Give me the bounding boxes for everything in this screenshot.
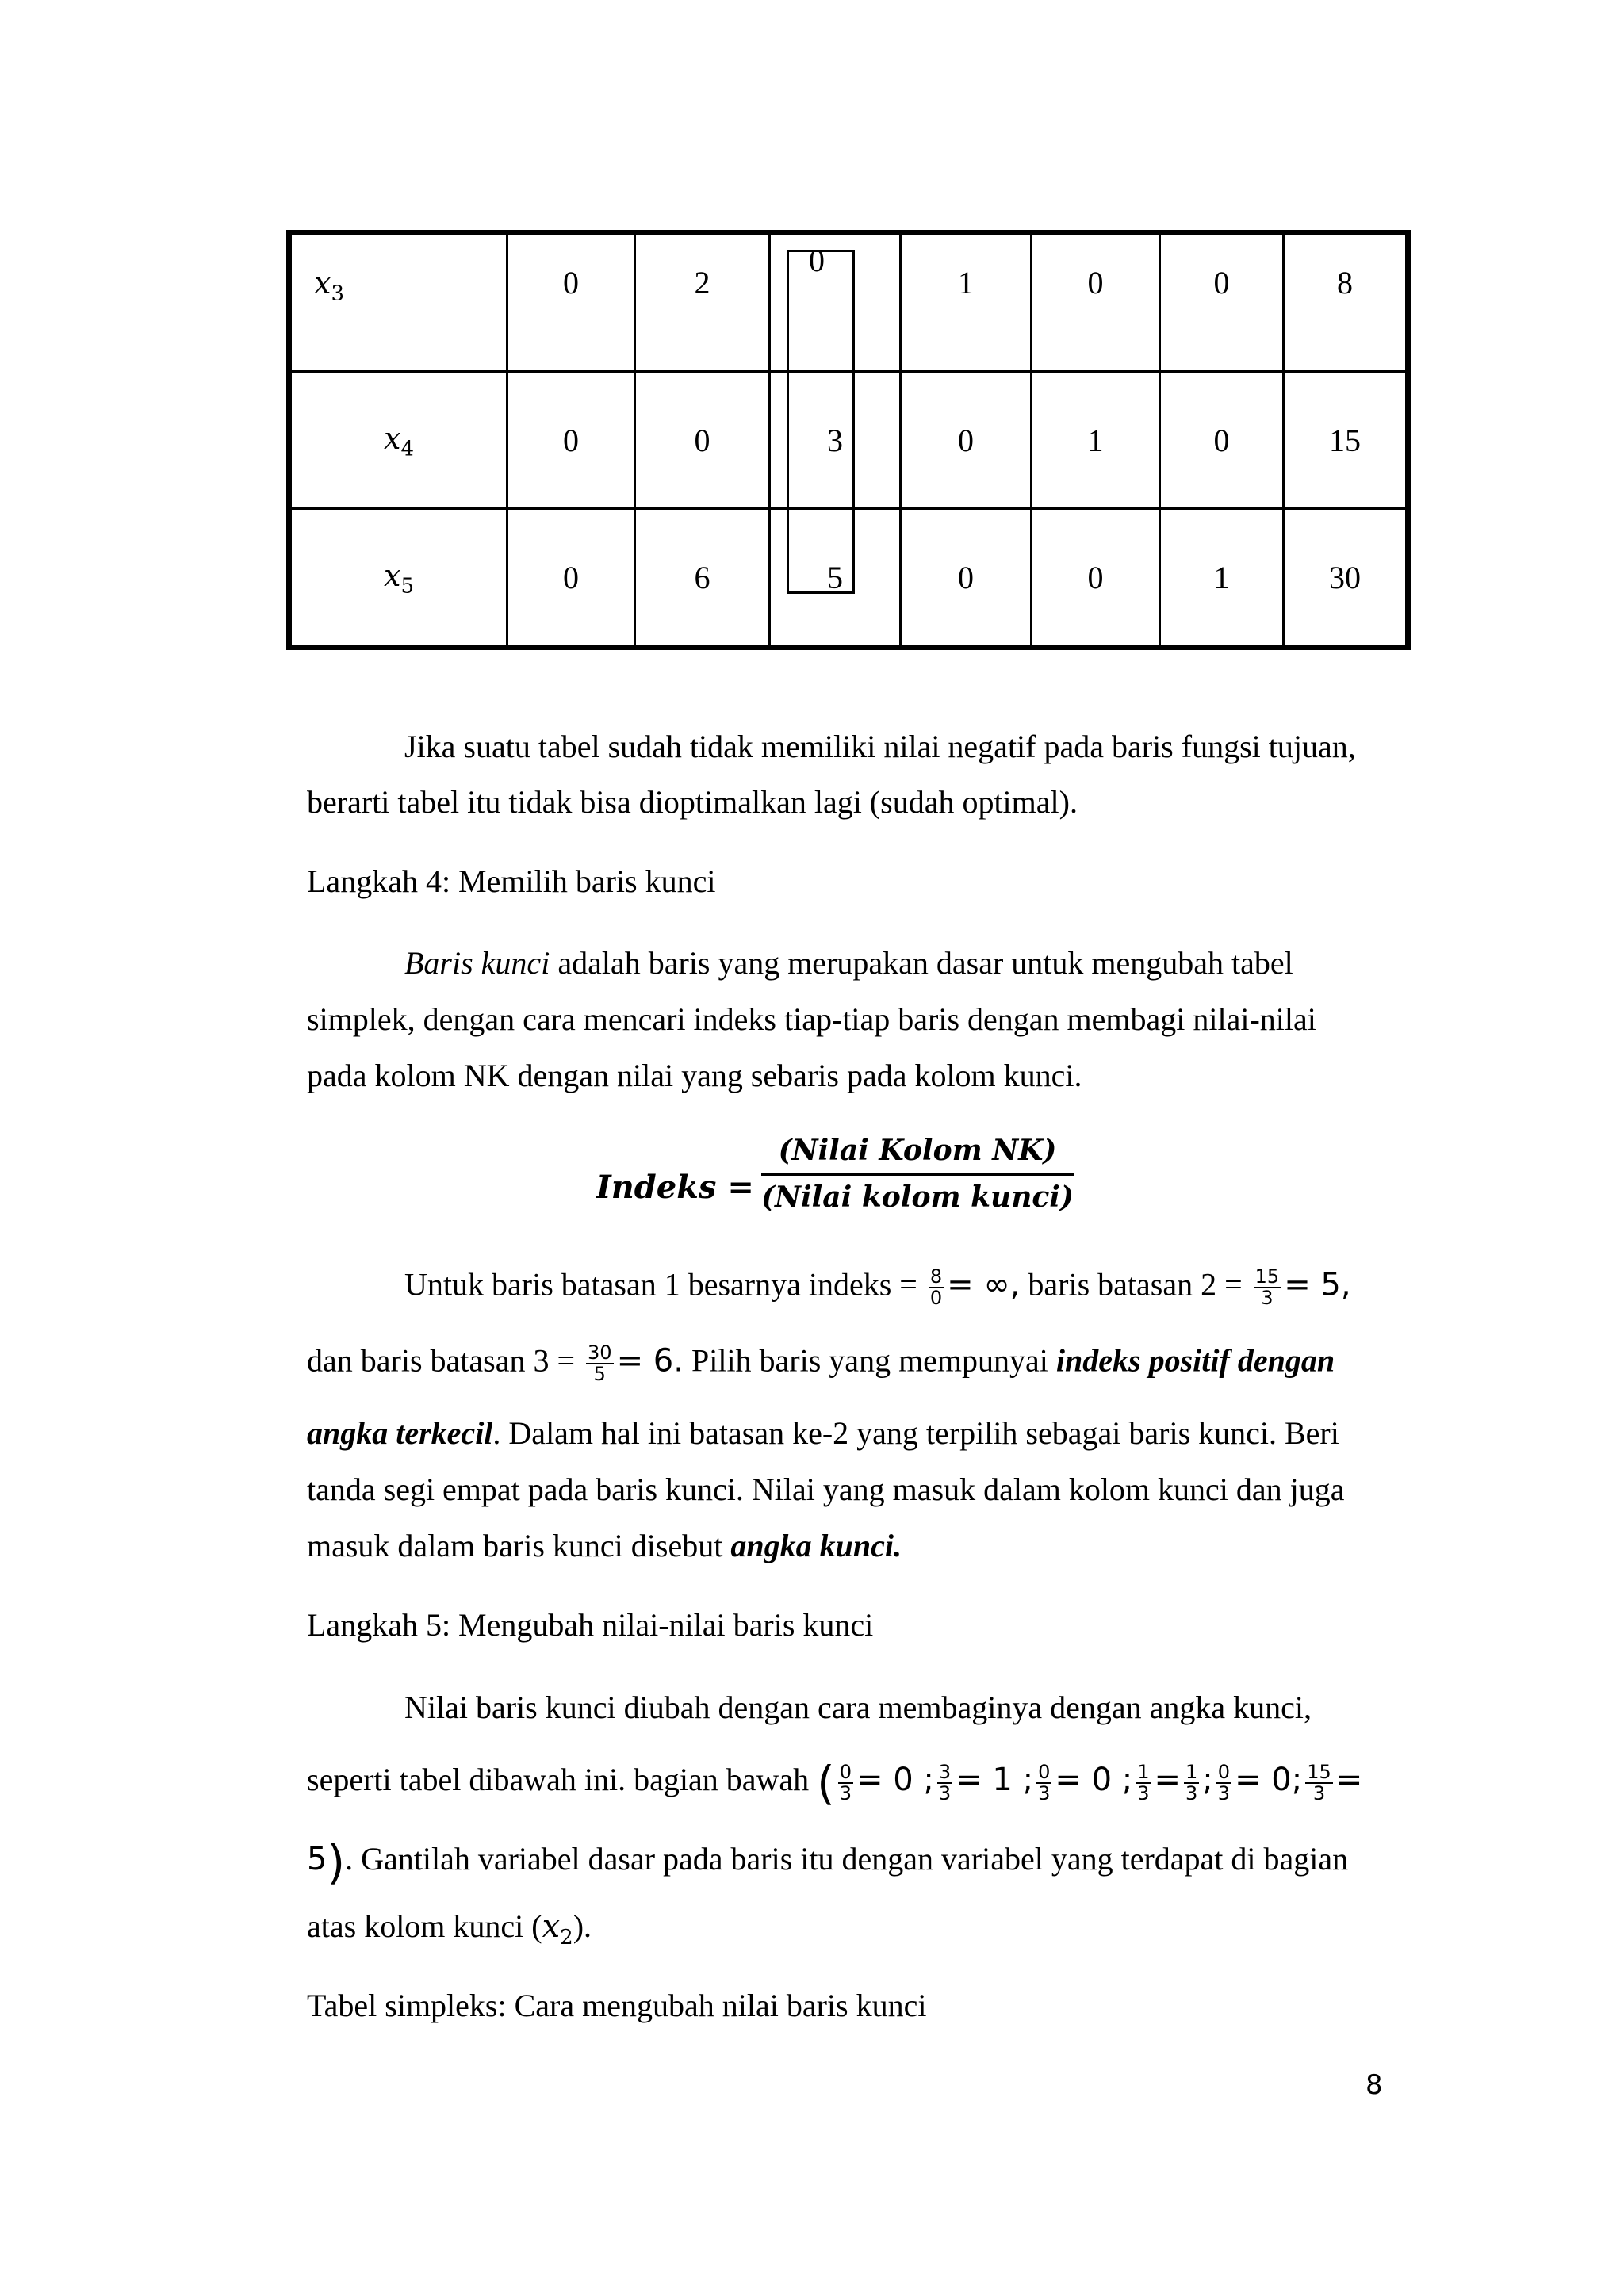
fraction: $\frac{8}{0}$ xyxy=(929,1265,943,1310)
table-cell: 6 xyxy=(635,509,770,648)
table-cell: 0 xyxy=(1160,372,1284,509)
table-cell: 0 xyxy=(508,509,635,648)
table-cell: 1 xyxy=(1032,372,1160,509)
paragraph-line: berarti tabel itu tidak bisa dioptimalkan lagi (sudah optimal). xyxy=(307,784,1078,820)
fraction: $\frac{3}{3}$ xyxy=(938,1760,952,1804)
fraction: $\frac{15}{3}$ xyxy=(1254,1265,1280,1310)
paragraph-line: Untuk baris batasan 1 besarnya indeks = $\frac{8}{0}$ = ∞, baris batasan 2 = $\frac{15}{3}$ = 5, xyxy=(404,1265,1351,1310)
table-cell: 0 xyxy=(508,372,635,509)
fraction: $\frac{0}{3}$ xyxy=(1217,1760,1231,1804)
emphasis-angka-kunci: angka kunci. xyxy=(730,1528,902,1563)
paragraph-line: simplek, dengan cara mencari indeks tiap-tiap baris dengan membagi nilai-nilai xyxy=(307,1001,1316,1037)
fraction: $\frac{0}{3}$ xyxy=(839,1760,852,1804)
paragraph-line: Nilai baris kunci diubah dengan cara membaginya dengan angka kunci, xyxy=(404,1689,1312,1725)
fraction: $\frac{15}{3}$ xyxy=(1307,1760,1331,1804)
key-column-top-value: 0 xyxy=(809,243,825,278)
table-cell: 0 xyxy=(635,372,770,509)
paragraph-line: angka terkecil. Dalam hal ini batasan ke-2 yang terpilih sebagai baris kunci. Beri xyxy=(307,1415,1339,1451)
table-cell: 0 xyxy=(1032,233,1160,372)
table-cell: 1 xyxy=(901,233,1032,372)
paragraph-line: seperti tabel dibawah ini. bagian bawah ( $\frac{0}{3}$ = 0 ; $\frac{3}{3}$ = 1 ; $\frac{0}{3}$ = 0 ; $\frac{1}{3}$ = $\frac{1}{3}$ ; $\frac{0}{3}$ = 0; $\frac{15}{3}$ = xyxy=(307,1756,1363,1810)
table-cell: 30 xyxy=(1284,509,1408,648)
paragraph-line: Jika suatu tabel sudah tidak memiliki nilai negatif pada baris fungsi tujuan, xyxy=(404,729,1356,764)
table-cell: 0 xyxy=(508,233,635,372)
formula-lhs: Indeks = xyxy=(596,1169,754,1206)
formula-fraction xyxy=(761,1134,1074,1214)
formula-numerator: (Nilai Kolom NK) xyxy=(761,1134,1074,1176)
fraction: $\frac{30}{5}$ xyxy=(588,1341,612,1386)
paragraph-line: atas kolom kunci $(x_2)$. xyxy=(307,1908,592,1950)
paragraph-line: 5). Gantilah variabel dasar pada baris itu dengan variabel yang terdapat di bagian xyxy=(307,1835,1349,1889)
row-variable: $x_3$ xyxy=(289,233,508,372)
table-cell: 8 xyxy=(1284,233,1408,372)
key-column-cell: 5 xyxy=(770,509,901,648)
paragraph-line: masuk dalam baris kunci disebut angka kunci. xyxy=(307,1528,902,1563)
fraction: $\frac{0}{3}$ xyxy=(1038,1760,1051,1804)
paragraph-line: Baris kunci adalah baris yang merupakan dasar untuk mengubah tabel xyxy=(404,945,1293,981)
step-5-heading: Langkah 5: Mengubah nilai-nilai baris kunci xyxy=(307,1607,874,1643)
table-cell: 0 xyxy=(1032,509,1160,648)
row-variable: $x_4$ xyxy=(289,372,508,509)
table-caption: Tabel simpleks: Cara mengubah nilai baris kunci xyxy=(307,1988,927,2023)
emphasis: angka terkecil xyxy=(307,1415,493,1451)
table-cell: 0 xyxy=(901,509,1032,648)
row-variable: $x_5$ xyxy=(289,509,508,648)
formula-denominator: (Nilai kolom kunci) xyxy=(761,1181,1074,1214)
table-cell: 15 xyxy=(1284,372,1408,509)
step-4-heading: Langkah 4: Memilih baris kunci xyxy=(307,863,716,899)
table-cell: 2 xyxy=(635,233,770,372)
table-cell: 0 xyxy=(1160,233,1284,372)
paragraph-line: dan baris batasan 3 = $\frac{30}{5}$ = 6. Pilih baris yang mempunyai indeks positif dengan xyxy=(307,1341,1335,1386)
emphasis: indeks positif dengan xyxy=(1055,1342,1335,1379)
term-baris-kunci: Baris kunci xyxy=(404,945,550,981)
table-cell: 1 xyxy=(1160,509,1284,648)
table-cell: 0 xyxy=(901,372,1032,509)
paragraph-line: tanda segi empat pada baris kunci. Nilai yang masuk dalam kolom kunci dan juga xyxy=(307,1471,1345,1507)
fraction: $\frac{1}{3}$ xyxy=(1185,1760,1198,1804)
key-column-cell: 3 xyxy=(770,372,901,509)
page-number: 8 xyxy=(1365,2069,1383,2101)
key-column-box xyxy=(787,250,855,594)
paragraph-line: pada kolom NK dengan nilai yang sebaris pada kolom kunci. xyxy=(307,1058,1082,1093)
fraction: $\frac{1}{3}$ xyxy=(1137,1760,1150,1804)
